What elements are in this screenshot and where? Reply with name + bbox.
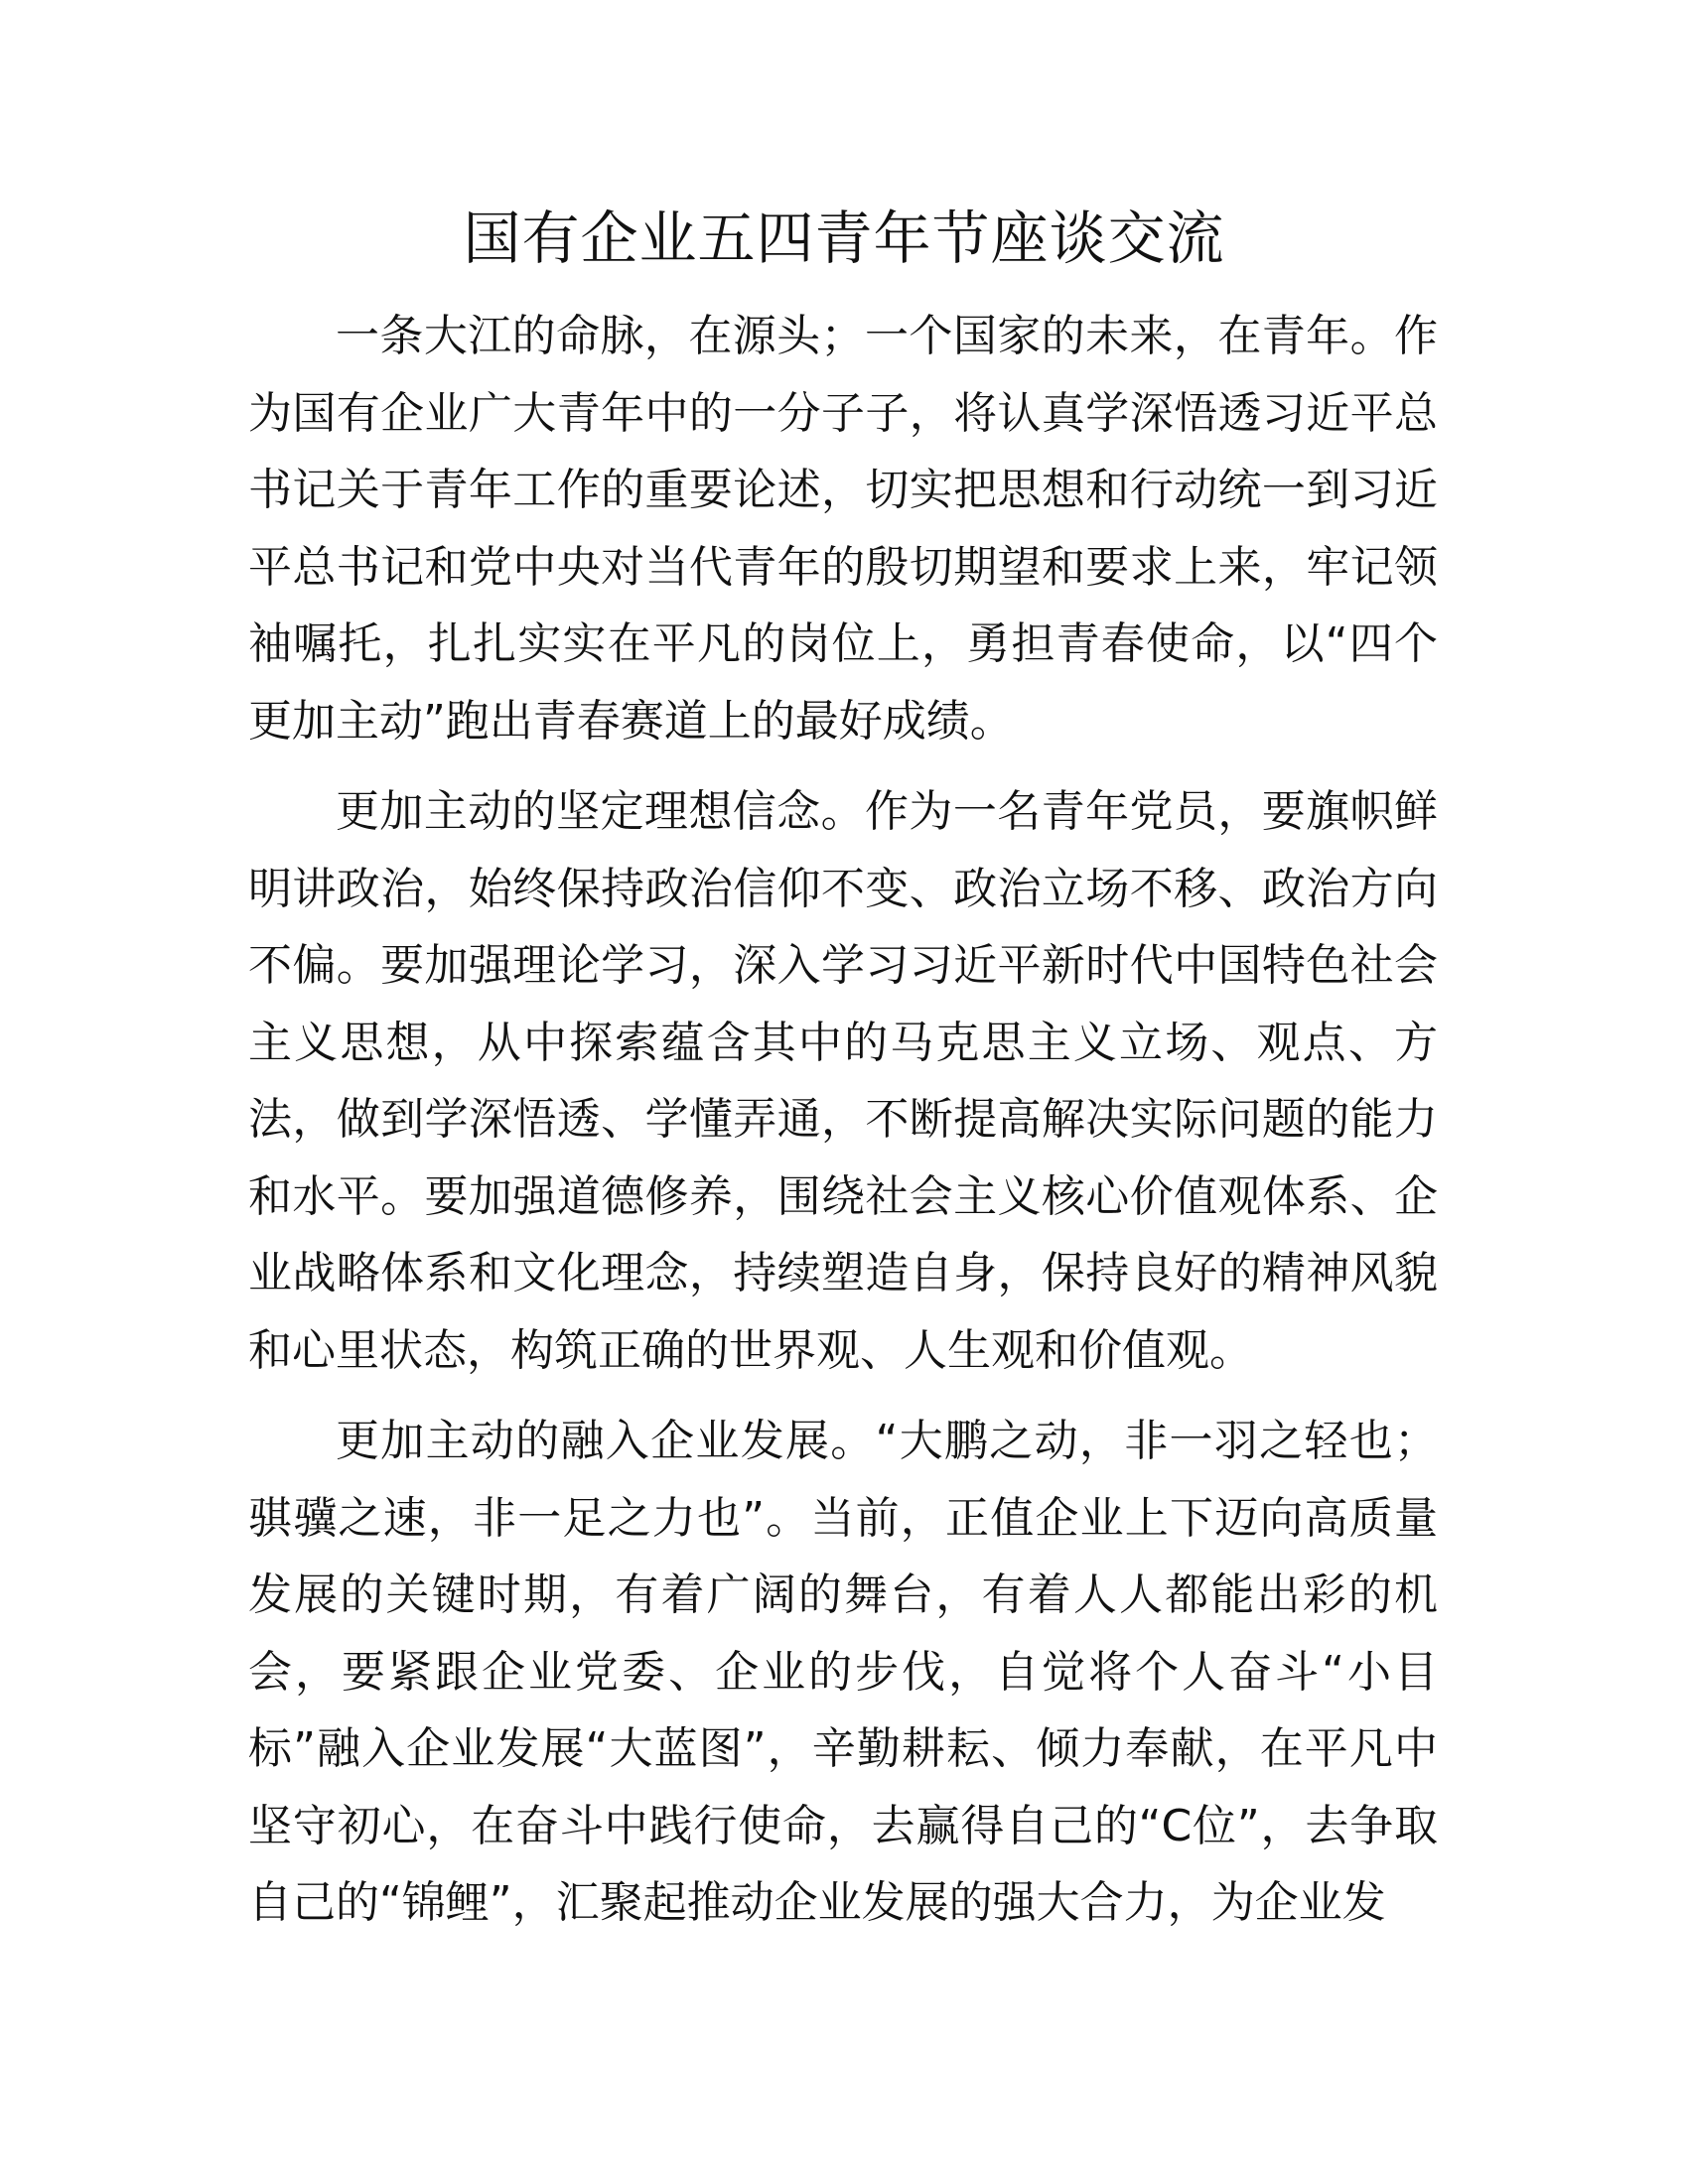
paragraph-intro: 一条大江的命脉，在源头；一个国家的未来，在青年。作为国有企业广大青年中的一分子子，将认真学深悟透习近平总书记关于青年工作的重要论述，切实把思想和行动统一到习近平总书记和党中央对当代青年的殷切期望和要求上来，牢记领袖嘱托，扎扎实实在平凡的岗位上，勇担青春使命，以“四个更加主动”跑出青春赛道上的最好成绩。: [248, 311, 1438, 747]
document-body: [248, 298, 1438, 1956]
paragraph-enterprise-development: 更加主动的融入企业发展。“大鹏之动，非一羽之轻也；骐骥之速，非一足之力也”。当前，正值企业上下迈向高质量发展的关键时期，有着广阔的舞台，有着人人都能出彩的机会，要紧跟企业党委、企业的步伐，自觉将个人奋斗“小目标”融入企业发展“大蓝图”，辛勤耕耘、倾力奉献，在平凡中坚守初心，在奋斗中践行使命，去赢得自己的“C位”，去争取自己的“锦鲤”，汇聚起推动企业发展的强大合力，为企业发: [248, 1416, 1438, 1928]
document-title: 国有企业五四青年节座谈交流: [463, 205, 1225, 272]
paragraph-ideals: 更加主动的坚定理想信念。作为一名青年党员，要旗帜鲜明讲政治，始终保持政治信仰不变、政治立场不移、政治方向不偏。要加强理论学习，深入学习习近平新时代中国特色社会主义思想，从中探索蕴含其中的马克思主义立场、观点、方法，做到学深悟透、学懂弄通，不断提高解决实际问题的能力和水平。要加强道德修养，围绕社会主义核心价值观体系、企业战略体系和文化理念，持续塑造自身，保持良好的精神风貌和心里状态，构筑正确的世界观、人生观和价值观。: [248, 786, 1438, 1376]
